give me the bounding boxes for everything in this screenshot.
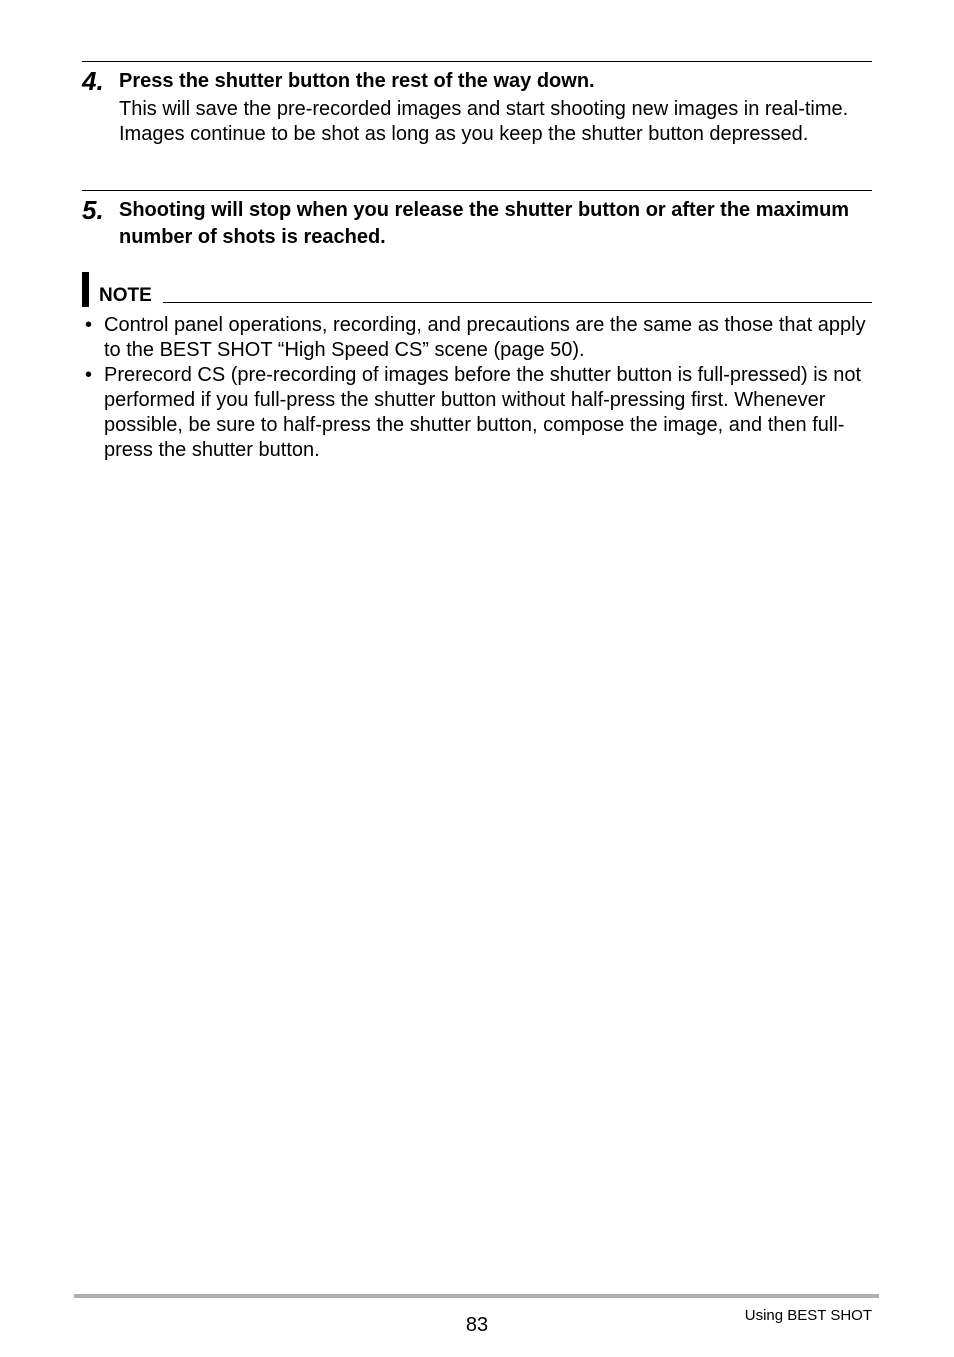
step-5-divider — [82, 190, 872, 191]
footer-divider — [74, 1294, 879, 1298]
bullet-icon: • — [85, 314, 93, 336]
step-4-title: Press the shutter button the rest of the way down. — [119, 70, 595, 92]
step-4-divider — [82, 61, 872, 62]
note-list-item — [82, 363, 872, 463]
step-5-number: 5. — [82, 195, 104, 225]
note-item-text: Control panel operations, recording, and precautions are the same as those that apply to the BEST SHOT “High Speed CS” scene (page 50). — [104, 314, 866, 361]
note-list-item — [82, 313, 872, 363]
page-number: 83 — [465, 1314, 489, 1336]
step-4-body: This will save the pre-recorded images and start shooting new images in real-time. Images continue to be shot as long as you keep the shutter button depressed. — [119, 98, 849, 145]
note-label: NOTE — [99, 285, 152, 306]
step-4-number: 4. — [82, 66, 104, 96]
note-divider — [163, 302, 872, 303]
bullet-icon: • — [85, 364, 93, 386]
note-marker-bar — [82, 272, 89, 307]
step-5-title: Shooting will stop when you release the shutter button or after the maximum number of shots is reached. — [119, 199, 850, 248]
note-list — [82, 313, 872, 463]
section-name: Using BEST SHOT — [744, 1307, 872, 1324]
note-item-text: Prerecord CS (pre-recording of images before the shutter button is full-pressed) is not performed if you full-press the shutter button without half-pressing first. Whenever possible, be sure to half-press the shutter button, compose the image, and then full-press the shutter button. — [104, 364, 862, 461]
